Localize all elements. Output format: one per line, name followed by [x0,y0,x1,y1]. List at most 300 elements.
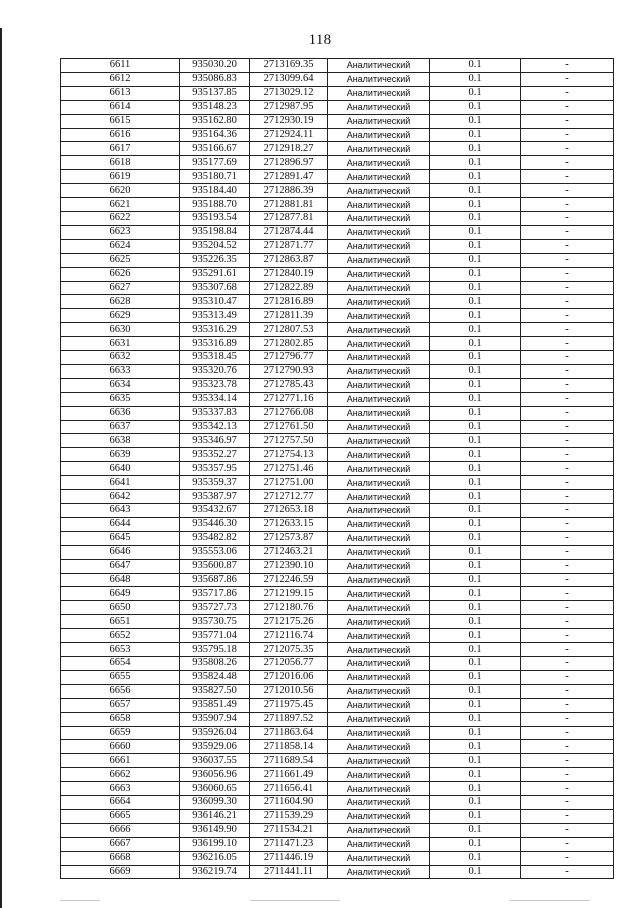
note-cell: - [521,198,614,212]
method-cell: Аналитический [328,490,430,504]
x-coordinate-cell: 935482.82 [180,531,250,545]
table-row [61,128,614,142]
note-cell: - [521,156,614,170]
note-cell: - [521,712,614,726]
x-coordinate-cell: 935727.73 [180,601,250,615]
table-row [61,72,614,86]
accuracy-cell: 0.1 [430,629,521,643]
y-coordinate-cell: 2712790.93 [250,364,328,378]
method-cell: Аналитический [328,740,430,754]
accuracy-cell: 0.1 [430,754,521,768]
note-cell: - [521,364,614,378]
y-coordinate-cell: 2712891.47 [250,170,328,184]
point-number-cell: 6643 [61,504,180,518]
point-number-cell: 6637 [61,420,180,434]
x-coordinate-cell: 935337.83 [180,406,250,420]
note-cell: - [521,837,614,851]
accuracy-cell: 0.1 [430,462,521,476]
accuracy-cell: 0.1 [430,170,521,184]
accuracy-cell: 0.1 [430,712,521,726]
table-row [61,253,614,267]
x-coordinate-cell: 935907.94 [180,712,250,726]
y-coordinate-cell: 2712822.89 [250,281,328,295]
x-coordinate-cell: 935352.27 [180,448,250,462]
y-coordinate-cell: 2711897.52 [250,712,328,726]
note-cell: - [521,323,614,337]
method-cell: Аналитический [328,531,430,545]
method-cell: Аналитический [328,337,430,351]
point-number-cell: 6639 [61,448,180,462]
note-cell: - [521,309,614,323]
accuracy-cell: 0.1 [430,587,521,601]
note-cell: - [521,476,614,490]
y-coordinate-cell: 2712573.87 [250,531,328,545]
point-number-cell: 6657 [61,698,180,712]
x-coordinate-cell: 935164.36 [180,128,250,142]
y-coordinate-cell: 2712653.18 [250,504,328,518]
table-row [61,100,614,114]
y-coordinate-cell: 2712754.13 [250,448,328,462]
method-cell: Аналитический [328,351,430,365]
note-cell: - [521,114,614,128]
point-number-cell: 6660 [61,740,180,754]
point-number-cell: 6661 [61,754,180,768]
note-cell: - [521,267,614,281]
y-coordinate-cell: 2711539.29 [250,809,328,823]
point-number-cell: 6633 [61,364,180,378]
y-coordinate-cell: 2712771.16 [250,392,328,406]
accuracy-cell: 0.1 [430,670,521,684]
note-cell: - [521,670,614,684]
x-coordinate-cell: 935600.87 [180,559,250,573]
x-coordinate-cell: 935387.97 [180,490,250,504]
table-row [61,504,614,518]
method-cell: Аналитический [328,601,430,615]
accuracy-cell: 0.1 [430,656,521,670]
point-number-cell: 6647 [61,559,180,573]
method-cell: Аналитический [328,309,430,323]
method-cell: Аналитический [328,239,430,253]
table-row [61,114,614,128]
y-coordinate-cell: 2712761.50 [250,420,328,434]
accuracy-cell: 0.1 [430,809,521,823]
method-cell: Аналитический [328,559,430,573]
accuracy-cell: 0.1 [430,517,521,531]
x-coordinate-cell: 935446.30 [180,517,250,531]
table-row [61,448,614,462]
method-cell: Аналитический [328,406,430,420]
table-row [61,670,614,684]
x-coordinate-cell: 935313.49 [180,309,250,323]
table-row [61,86,614,100]
accuracy-cell: 0.1 [430,698,521,712]
x-coordinate-cell: 935808.26 [180,656,250,670]
accuracy-cell: 0.1 [430,184,521,198]
method-cell: Аналитический [328,462,430,476]
table-row [61,684,614,698]
note-cell: - [521,629,614,643]
x-coordinate-cell: 935193.54 [180,211,250,225]
y-coordinate-cell: 2712757.50 [250,434,328,448]
note-cell: - [521,295,614,309]
note-cell: - [521,448,614,462]
y-coordinate-cell: 2712785.43 [250,378,328,392]
method-cell: Аналитический [328,517,430,531]
point-number-cell: 6620 [61,184,180,198]
x-coordinate-cell: 935342.13 [180,420,250,434]
x-coordinate-cell: 935162.80 [180,114,250,128]
accuracy-cell: 0.1 [430,59,521,73]
method-cell: Аналитический [328,587,430,601]
point-number-cell: 6622 [61,211,180,225]
accuracy-cell: 0.1 [430,211,521,225]
table-row [61,170,614,184]
method-cell: Аналитический [328,392,430,406]
accuracy-cell: 0.1 [430,364,521,378]
accuracy-cell: 0.1 [430,865,521,879]
note-cell: - [521,490,614,504]
table-row [61,740,614,754]
point-number-cell: 6649 [61,587,180,601]
accuracy-cell: 0.1 [430,851,521,865]
y-coordinate-cell: 2712010.56 [250,684,328,698]
method-cell: Аналитический [328,434,430,448]
x-coordinate-cell: 936216.05 [180,851,250,865]
table-row [61,531,614,545]
y-coordinate-cell: 2712712.77 [250,490,328,504]
x-coordinate-cell: 935310.47 [180,295,250,309]
method-cell: Аналитический [328,615,430,629]
table-row [61,476,614,490]
note-cell: - [521,378,614,392]
point-number-cell: 6611 [61,59,180,73]
point-number-cell: 6668 [61,851,180,865]
method-cell: Аналитический [328,573,430,587]
x-coordinate-cell: 935346.97 [180,434,250,448]
x-coordinate-cell: 935184.40 [180,184,250,198]
table-row [61,364,614,378]
x-coordinate-cell: 935291.61 [180,267,250,281]
scan-artifact [60,900,100,901]
x-coordinate-cell: 936146.21 [180,809,250,823]
table-row [61,337,614,351]
accuracy-cell: 0.1 [430,476,521,490]
accuracy-cell: 0.1 [430,823,521,837]
point-number-cell: 6651 [61,615,180,629]
method-cell: Аналитический [328,782,430,796]
point-number-cell: 6618 [61,156,180,170]
point-number-cell: 6667 [61,837,180,851]
y-coordinate-cell: 2712796.77 [250,351,328,365]
note-cell: - [521,754,614,768]
x-coordinate-cell: 935795.18 [180,643,250,657]
note-cell: - [521,587,614,601]
note-cell: - [521,281,614,295]
accuracy-cell: 0.1 [430,559,521,573]
y-coordinate-cell: 2711661.49 [250,768,328,782]
x-coordinate-cell: 936056.96 [180,768,250,782]
y-coordinate-cell: 2712056.77 [250,656,328,670]
table-row [61,490,614,504]
method-cell: Аналитический [328,545,430,559]
table-row [61,823,614,837]
accuracy-cell: 0.1 [430,531,521,545]
y-coordinate-cell: 2711975.45 [250,698,328,712]
note-cell: - [521,504,614,518]
table-row [61,809,614,823]
table-row [61,351,614,365]
x-coordinate-cell: 935316.89 [180,337,250,351]
y-coordinate-cell: 2712863.87 [250,253,328,267]
accuracy-cell: 0.1 [430,782,521,796]
note-cell: - [521,851,614,865]
coordinates-table [60,58,614,879]
method-cell: Аналитический [328,448,430,462]
accuracy-cell: 0.1 [430,504,521,518]
note-cell: - [521,184,614,198]
note-cell: - [521,684,614,698]
y-coordinate-cell: 2711604.90 [250,796,328,810]
accuracy-cell: 0.1 [430,573,521,587]
accuracy-cell: 0.1 [430,726,521,740]
x-coordinate-cell: 935316.29 [180,323,250,337]
accuracy-cell: 0.1 [430,156,521,170]
method-cell: Аналитический [328,698,430,712]
note-cell: - [521,545,614,559]
accuracy-cell: 0.1 [430,351,521,365]
note-cell: - [521,656,614,670]
note-cell: - [521,559,614,573]
table-row [61,434,614,448]
scan-artifact [250,900,340,901]
accuracy-cell: 0.1 [430,434,521,448]
y-coordinate-cell: 2711863.64 [250,726,328,740]
note-cell: - [521,59,614,73]
x-coordinate-cell: 936060.65 [180,782,250,796]
method-cell: Аналитический [328,823,430,837]
method-cell: Аналитический [328,712,430,726]
accuracy-cell: 0.1 [430,420,521,434]
method-cell: Аналитический [328,684,430,698]
x-coordinate-cell: 935226.35 [180,253,250,267]
point-number-cell: 6613 [61,86,180,100]
method-cell: Аналитический [328,281,430,295]
point-number-cell: 6665 [61,809,180,823]
note-cell: - [521,253,614,267]
point-number-cell: 6617 [61,142,180,156]
method-cell: Аналитический [328,726,430,740]
note-cell: - [521,768,614,782]
y-coordinate-cell: 2712390.10 [250,559,328,573]
method-cell: Аналитический [328,364,430,378]
method-cell: Аналитический [328,643,430,657]
accuracy-cell: 0.1 [430,837,521,851]
accuracy-cell: 0.1 [430,225,521,239]
x-coordinate-cell: 935198.84 [180,225,250,239]
table-row [61,378,614,392]
table-row [61,656,614,670]
method-cell: Аналитический [328,184,430,198]
note-cell: - [521,726,614,740]
point-number-cell: 6614 [61,100,180,114]
y-coordinate-cell: 2712896.97 [250,156,328,170]
accuracy-cell: 0.1 [430,796,521,810]
accuracy-cell: 0.1 [430,684,521,698]
scan-left-edge [0,28,2,908]
x-coordinate-cell: 935180.71 [180,170,250,184]
table-row [61,698,614,712]
y-coordinate-cell: 2712881.81 [250,198,328,212]
note-cell: - [521,615,614,629]
accuracy-cell: 0.1 [430,253,521,267]
point-number-cell: 6663 [61,782,180,796]
x-coordinate-cell: 936219.74 [180,865,250,879]
point-number-cell: 6652 [61,629,180,643]
note-cell: - [521,225,614,239]
method-cell: Аналитический [328,253,430,267]
point-number-cell: 6635 [61,392,180,406]
table-row [61,406,614,420]
note-cell: - [521,531,614,545]
table-row [61,768,614,782]
x-coordinate-cell: 936037.55 [180,754,250,768]
table-row [61,615,614,629]
x-coordinate-cell: 936099.30 [180,796,250,810]
accuracy-cell: 0.1 [430,323,521,337]
point-number-cell: 6640 [61,462,180,476]
table-row [61,239,614,253]
method-cell: Аналитический [328,476,430,490]
note-cell: - [521,170,614,184]
accuracy-cell: 0.1 [430,545,521,559]
table-row [61,559,614,573]
x-coordinate-cell: 935926.04 [180,726,250,740]
point-number-cell: 6669 [61,865,180,879]
point-number-cell: 6624 [61,239,180,253]
y-coordinate-cell: 2712987.95 [250,100,328,114]
x-coordinate-cell: 935320.76 [180,364,250,378]
accuracy-cell: 0.1 [430,128,521,142]
x-coordinate-cell: 936199.10 [180,837,250,851]
y-coordinate-cell: 2712199.15 [250,587,328,601]
point-number-cell: 6644 [61,517,180,531]
accuracy-cell: 0.1 [430,406,521,420]
table-row [61,629,614,643]
point-number-cell: 6646 [61,545,180,559]
y-coordinate-cell: 2712016.06 [250,670,328,684]
note-cell: - [521,462,614,476]
point-number-cell: 6648 [61,573,180,587]
accuracy-cell: 0.1 [430,281,521,295]
y-coordinate-cell: 2711441.11 [250,865,328,879]
table-row [61,643,614,657]
method-cell: Аналитический [328,809,430,823]
method-cell: Аналитический [328,170,430,184]
x-coordinate-cell: 935357.95 [180,462,250,476]
x-coordinate-cell: 935137.85 [180,86,250,100]
x-coordinate-cell: 935687.86 [180,573,250,587]
y-coordinate-cell: 2711689.54 [250,754,328,768]
point-number-cell: 6650 [61,601,180,615]
method-cell: Аналитический [328,59,430,73]
table-row [61,225,614,239]
point-number-cell: 6641 [61,476,180,490]
y-coordinate-cell: 2711858.14 [250,740,328,754]
point-number-cell: 6638 [61,434,180,448]
y-coordinate-cell: 2712840.19 [250,267,328,281]
y-coordinate-cell: 2713169.35 [250,59,328,73]
method-cell: Аналитический [328,198,430,212]
accuracy-cell: 0.1 [430,643,521,657]
point-number-cell: 6658 [61,712,180,726]
note-cell: - [521,86,614,100]
x-coordinate-cell: 935188.70 [180,198,250,212]
x-coordinate-cell: 935824.48 [180,670,250,684]
point-number-cell: 6654 [61,656,180,670]
table-row [61,517,614,531]
point-number-cell: 6623 [61,225,180,239]
y-coordinate-cell: 2712807.53 [250,323,328,337]
method-cell: Аналитический [328,100,430,114]
y-coordinate-cell: 2712874.44 [250,225,328,239]
y-coordinate-cell: 2712751.46 [250,462,328,476]
method-cell: Аналитический [328,225,430,239]
y-coordinate-cell: 2712924.11 [250,128,328,142]
y-coordinate-cell: 2712751.00 [250,476,328,490]
method-cell: Аналитический [328,656,430,670]
x-coordinate-cell: 935204.52 [180,239,250,253]
point-number-cell: 6629 [61,309,180,323]
accuracy-cell: 0.1 [430,100,521,114]
table-row [61,323,614,337]
accuracy-cell: 0.1 [430,72,521,86]
accuracy-cell: 0.1 [430,309,521,323]
point-number-cell: 6625 [61,253,180,267]
y-coordinate-cell: 2711534.21 [250,823,328,837]
note-cell: - [521,573,614,587]
y-coordinate-cell: 2712918.27 [250,142,328,156]
x-coordinate-cell: 935148.23 [180,100,250,114]
table-row [61,601,614,615]
method-cell: Аналитический [328,156,430,170]
table-row [61,796,614,810]
x-coordinate-cell: 935929.06 [180,740,250,754]
point-number-cell: 6612 [61,72,180,86]
accuracy-cell: 0.1 [430,114,521,128]
accuracy-cell: 0.1 [430,490,521,504]
method-cell: Аналитический [328,629,430,643]
y-coordinate-cell: 2712180.76 [250,601,328,615]
point-number-cell: 6621 [61,198,180,212]
point-number-cell: 6634 [61,378,180,392]
method-cell: Аналитический [328,796,430,810]
table-row [61,754,614,768]
point-number-cell: 6662 [61,768,180,782]
table-row [61,782,614,796]
table-row [61,309,614,323]
y-coordinate-cell: 2713029.12 [250,86,328,100]
method-cell: Аналитический [328,267,430,281]
table-row [61,573,614,587]
accuracy-cell: 0.1 [430,239,521,253]
accuracy-cell: 0.1 [430,601,521,615]
method-cell: Аналитический [328,295,430,309]
point-number-cell: 6628 [61,295,180,309]
y-coordinate-cell: 2712886.39 [250,184,328,198]
x-coordinate-cell: 935086.83 [180,72,250,86]
accuracy-cell: 0.1 [430,448,521,462]
method-cell: Аналитический [328,865,430,879]
